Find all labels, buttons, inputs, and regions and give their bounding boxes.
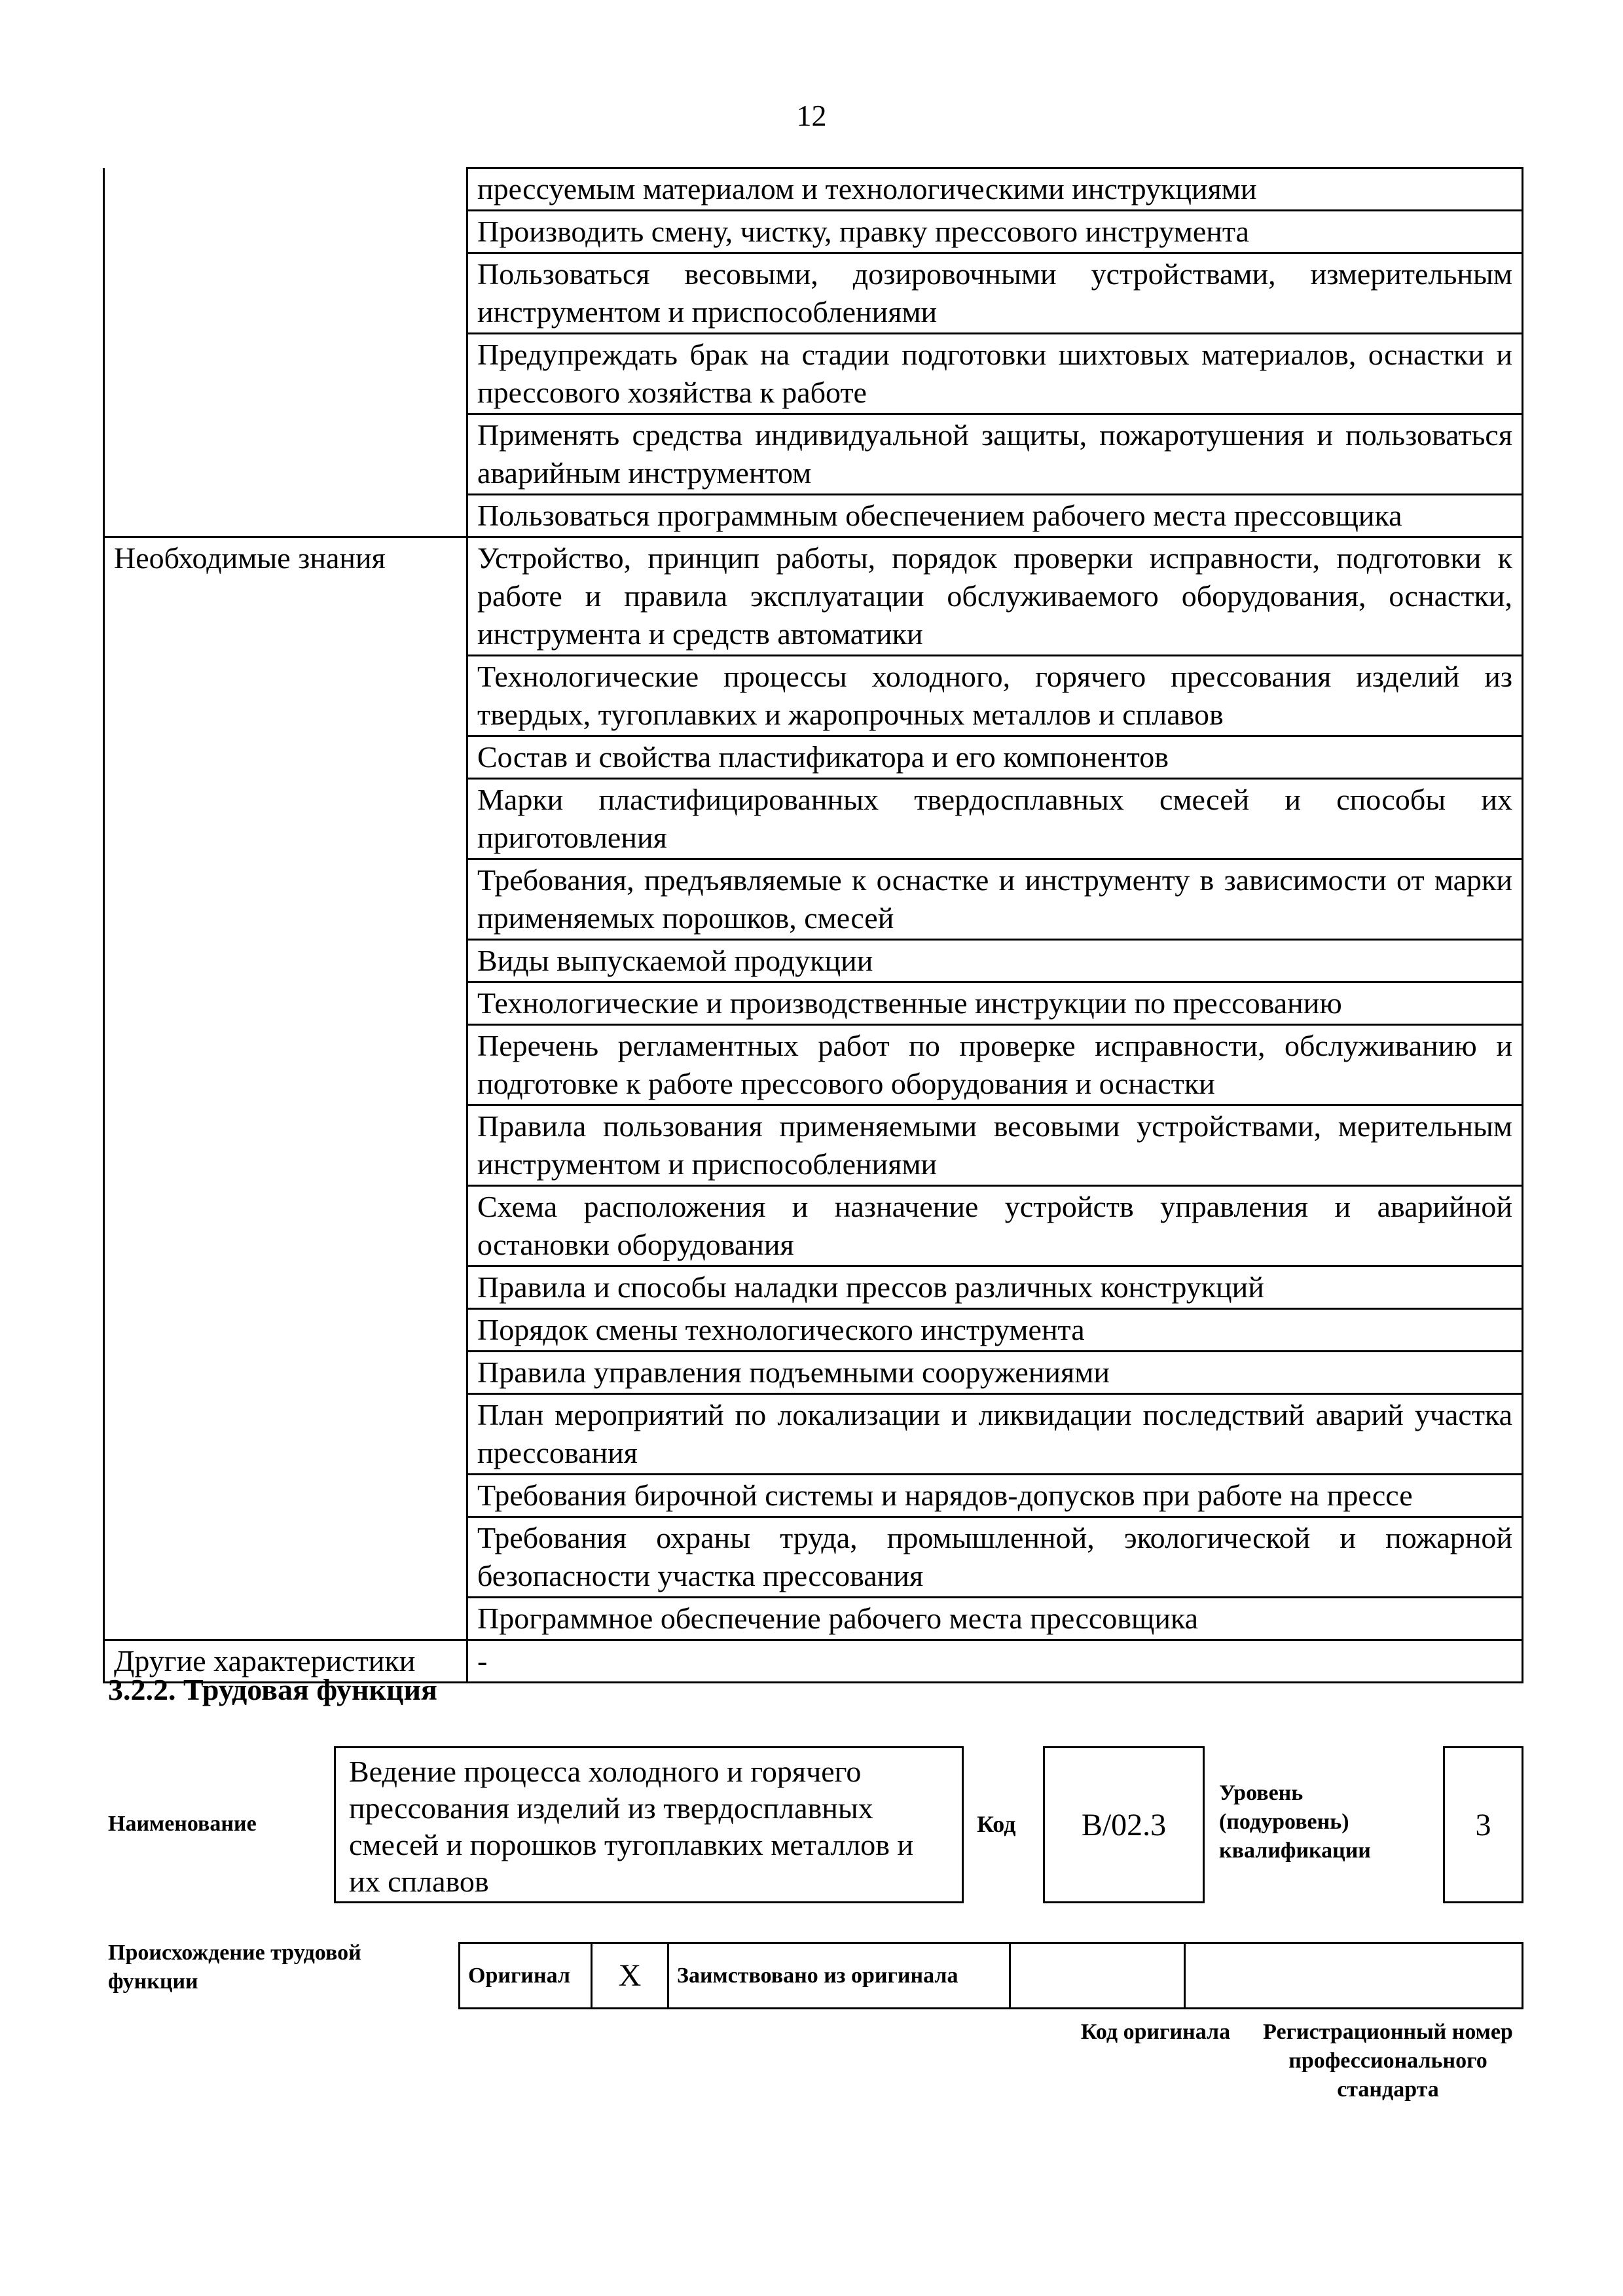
table-row xyxy=(104,168,1523,211)
row-item: Программное обеспечение рабочего места прессовщика xyxy=(467,1598,1523,1640)
row-item: Устройство, принцип работы, порядок проверки исправности, подготовки к работе и правила эксплуатации обслуживаемого оборудования, оснастки, инструмента и средств автоматики xyxy=(467,537,1523,656)
row-category xyxy=(104,1266,467,1309)
qualification-level-box: 3 xyxy=(1443,1746,1523,1903)
row-category xyxy=(104,1186,467,1266)
row-category xyxy=(104,1352,467,1394)
row-item: Виды выпускаемой продукции xyxy=(467,940,1523,982)
table-row xyxy=(104,940,1523,982)
row-category xyxy=(104,1394,467,1475)
table-row xyxy=(104,1309,1523,1352)
row-item: Пользоваться программным обеспечением рабочего места прессовщика xyxy=(467,495,1523,537)
row-item: Схема расположения и назначение устройств управления и аварийной остановки оборудования xyxy=(467,1186,1523,1266)
table-row xyxy=(104,1186,1523,1266)
page-number: 12 xyxy=(796,99,827,132)
row-item: Правила пользования применяемыми весовыми устройствами, мерительным инструментом и приспособлениями xyxy=(467,1105,1523,1186)
row-item: Технологические процессы холодного, горячего прессования изделий из твердых, тугоплавких и жаропрочных металлов и сплавов xyxy=(467,656,1523,736)
table-row xyxy=(104,414,1523,495)
row-item: Производить смену, чистку, правку прессового инструмента xyxy=(467,211,1523,253)
row-category xyxy=(104,940,467,982)
table-row xyxy=(104,1394,1523,1475)
row-item: Перечень регламентных работ по проверке исправности, обслуживанию и подготовке к работе прессового оборудования и оснастки xyxy=(467,1025,1523,1105)
reg-number-caption: Регистрационный номер профессионального стандарта xyxy=(1263,2020,1513,2102)
code-label: Код xyxy=(977,1811,1016,1837)
row-category xyxy=(104,1105,467,1186)
table-row xyxy=(104,1352,1523,1394)
table-row xyxy=(104,495,1523,537)
table-row xyxy=(104,1517,1523,1598)
table-row xyxy=(104,1025,1523,1105)
row-item: Пользоваться весовыми, дозировочными устройствами, измерительным инструментом и приспособлениями xyxy=(467,253,1523,334)
original-code-caption: Код оригинала xyxy=(1080,2020,1231,2044)
row-item: Требования бирочной системы и нарядов-допусков при работе на прессе xyxy=(467,1475,1523,1517)
row-item: Состав и свойства пластификатора и его компонентов xyxy=(467,736,1523,779)
row-category xyxy=(104,1025,467,1105)
row-item: Применять средства индивидуальной защиты, пожаротушения и пользоваться аварийным инструментом xyxy=(467,414,1523,495)
row-item: Предупреждать брак на стадии подготовки шихтовых материалов, оснастки и прессового хозяйства к работе xyxy=(467,334,1523,414)
table-row xyxy=(104,1475,1523,1517)
row-category xyxy=(104,211,467,253)
original-code-cell xyxy=(1010,1943,1185,2009)
row-item: Технологические и производственные инструкции по прессованию xyxy=(467,982,1523,1025)
origin-table xyxy=(458,1942,1523,2009)
row-item: План мероприятий по локализации и ликвидации последствий аварий участка прессования xyxy=(467,1394,1523,1475)
row-item: Правила управления подъемными сооружениями xyxy=(467,1352,1523,1394)
row-category xyxy=(104,253,467,334)
row-category: Другие характеристики xyxy=(104,1640,467,1683)
table-row xyxy=(104,334,1523,414)
row-item: Требования, предъявляемые к оснастке и инструменту в зависимости от марки применяемых порошков, смесей xyxy=(467,859,1523,940)
row-item: Порядок смены технологического инструмента xyxy=(467,1309,1523,1352)
table-row xyxy=(104,1105,1523,1186)
original-mark: X xyxy=(592,1943,668,2009)
row-category xyxy=(104,859,467,940)
row-category xyxy=(104,1309,467,1352)
origin-label: Происхождение трудовой функции xyxy=(108,1941,361,1994)
name-label: Наименование xyxy=(108,1812,257,1836)
row-category xyxy=(104,656,467,736)
function-code-box: B/02.3 xyxy=(1043,1746,1205,1903)
row-category xyxy=(104,495,467,537)
row-category xyxy=(104,1517,467,1598)
row-category xyxy=(104,779,467,859)
row-item: Требования охраны труда, промышленной, экологической и пожарной безопасности участка прессования xyxy=(467,1517,1523,1598)
row-category xyxy=(104,736,467,779)
table-row xyxy=(104,211,1523,253)
table-row xyxy=(104,982,1523,1025)
row-category xyxy=(104,1598,467,1640)
row-item: - xyxy=(467,1640,1523,1683)
table-row xyxy=(104,1266,1523,1309)
function-name-box: Ведение процесса холодного и горячего прессования изделий из твердосплавных смесей и порошков тугоплавких металлов и их сплавов xyxy=(334,1746,964,1903)
table-row xyxy=(104,736,1523,779)
table-row xyxy=(104,656,1523,736)
table-row xyxy=(104,1598,1523,1640)
table-row xyxy=(104,859,1523,940)
row-category xyxy=(104,334,467,414)
row-category xyxy=(104,168,467,211)
original-label: Оригинал xyxy=(460,1943,592,2009)
row-item: Марки пластифицированных твердосплавных смесей и способы их приготовления xyxy=(467,779,1523,859)
row-category xyxy=(104,1475,467,1517)
row-category: Необходимые знания xyxy=(104,537,467,656)
borrowed-label: Заимствовано из оригинала xyxy=(668,1943,1010,2009)
level-label: Уровень (подуровень) квалификации xyxy=(1219,1781,1371,1863)
section-title: 3.2.2. Трудовая функция xyxy=(108,1673,437,1706)
row-category xyxy=(104,982,467,1025)
row-item: Правила и способы наладки прессов различных конструкций xyxy=(467,1266,1523,1309)
row-item: прессуемым материалом и технологическими инструкциями xyxy=(467,168,1523,211)
reg-number-cell xyxy=(1185,1943,1523,2009)
table-row xyxy=(104,253,1523,334)
requirements-table xyxy=(103,167,1523,1683)
table-row xyxy=(104,537,1523,656)
table-row xyxy=(104,779,1523,859)
row-category xyxy=(104,414,467,495)
